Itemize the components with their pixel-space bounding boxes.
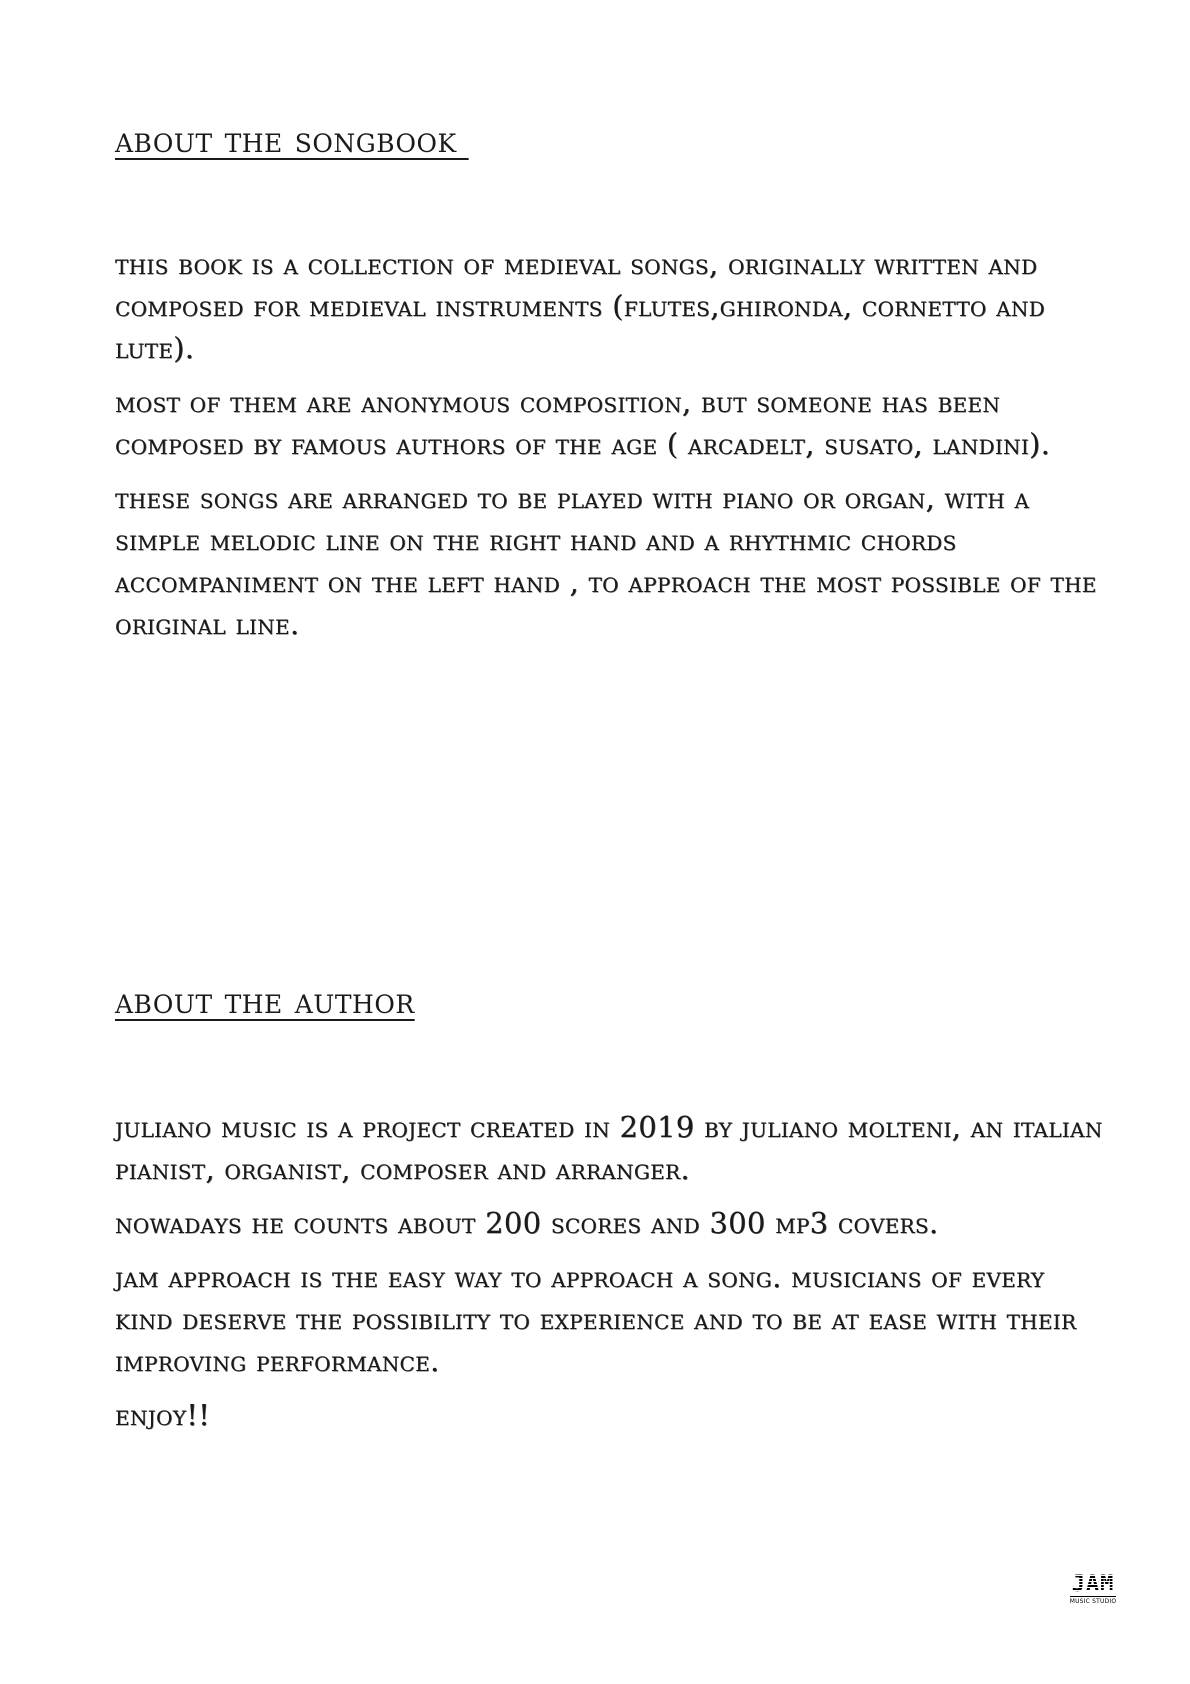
songbook-paragraph-2: most of them are anonymous composition, but someone has been composed by famous authors of the age ( arcadelt, susato, landini).: [115, 385, 1051, 461]
logo-subtitle: MUSIC STUDIO: [1069, 1598, 1117, 1605]
author-paragraph-3: jam approach is the easy way to approach a song. musicians of every kind deserve the possibility to experience and to be at ease with their improving performance.: [115, 1260, 1077, 1378]
songbook-heading: about the songbook: [115, 120, 469, 161]
author-heading: about the author: [115, 981, 415, 1022]
author-paragraph-2: nowadays he counts about 200 scores and 300 mp3 covers.: [115, 1206, 939, 1240]
songbook-body: [115, 243, 1105, 657]
author-body: [115, 1106, 1105, 1448]
jam-logo-icon: [1063, 1574, 1123, 1608]
songbook-paragraph-3: these songs are arranged to be played with piano or organ, with a simple melodic line on the right hand and a rhythmic chords accompaniment on the left hand , to approach the most possible of the original line.: [115, 481, 1097, 641]
author-paragraph-1: juliano music is a project created in 2019 by juliano molteni, an italian pianist, organist, composer and arranger.: [115, 1110, 1103, 1186]
logo-word: JAM: [1071, 1572, 1115, 1597]
author-paragraph-4: enjoy!!: [115, 1398, 211, 1432]
songbook-paragraph-1: this book is a collection of medieval songs, originally written and composed for medieval instruments (flutes,ghironda, cornetto and lute).: [115, 247, 1045, 365]
